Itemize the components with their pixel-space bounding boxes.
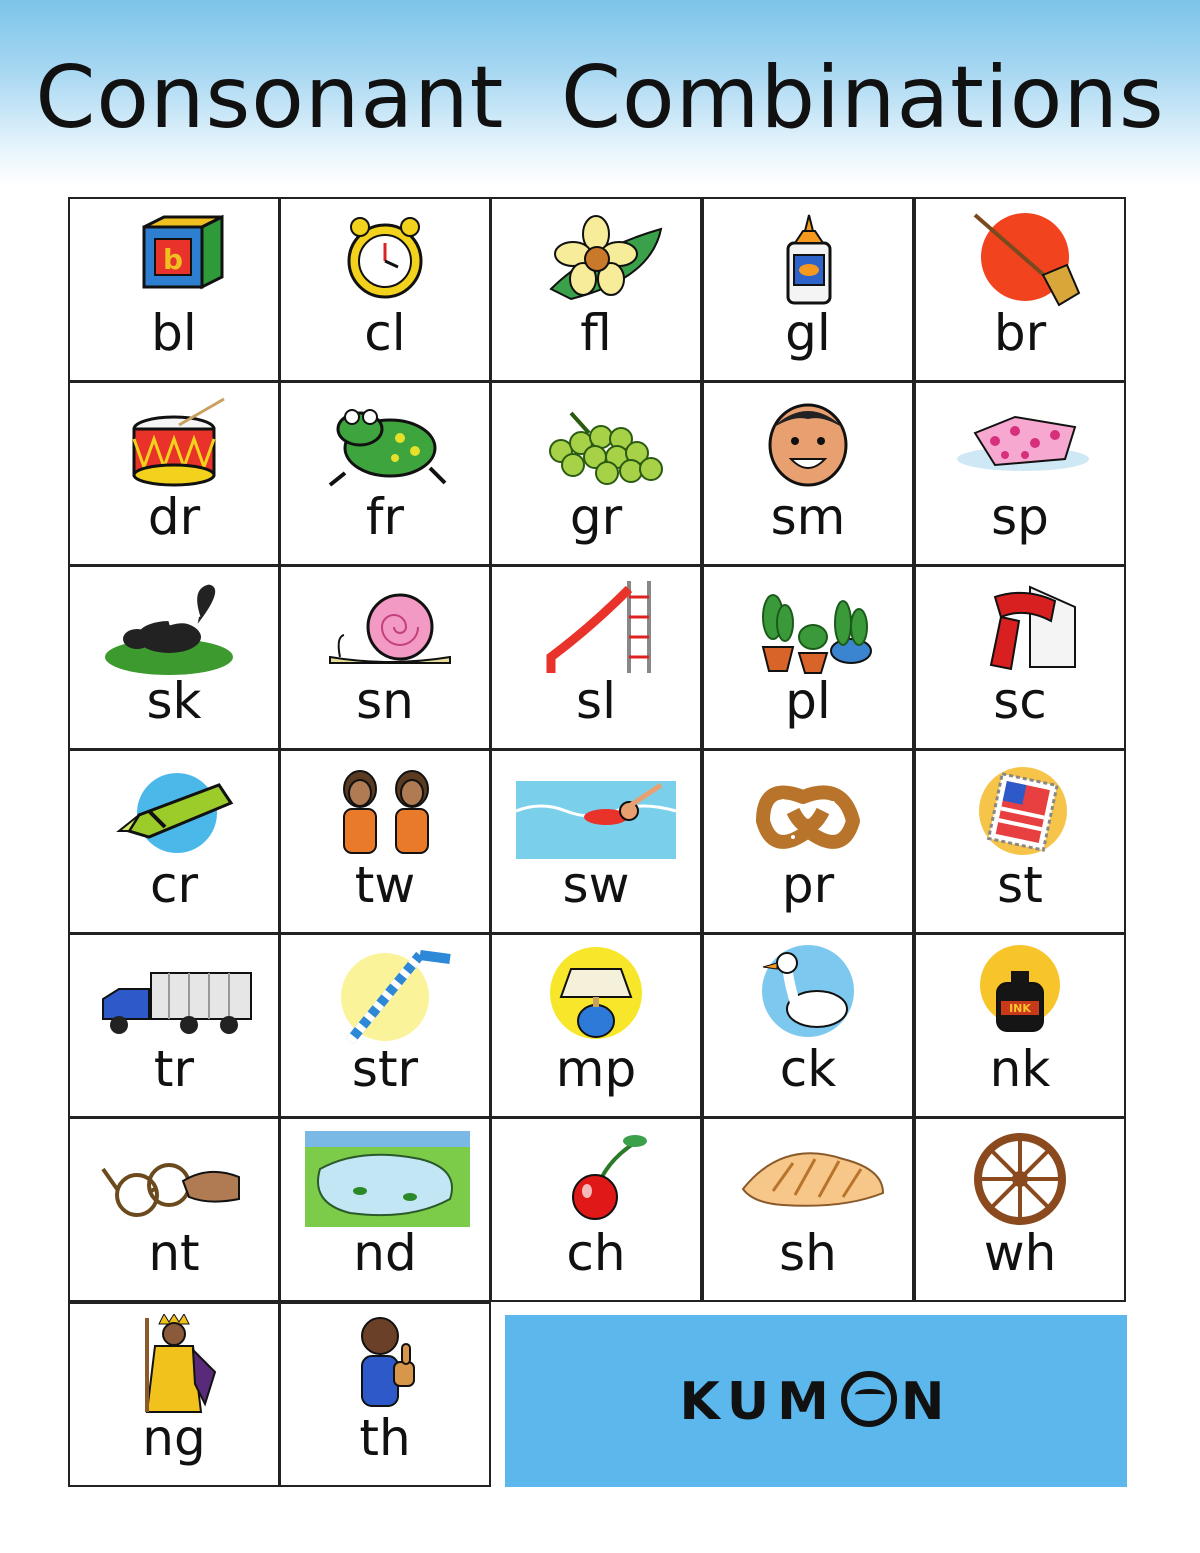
card-label: sc [993,672,1047,730]
shell-icon [723,1129,893,1229]
card-pr [702,749,914,934]
card-label: ng [142,1409,206,1467]
glue-icon [723,209,893,309]
skunk-icon [89,577,259,677]
card-dr [68,381,280,566]
card-label: dr [147,488,201,546]
scarf-icon [935,577,1105,677]
card-sm [702,381,914,566]
card-tw [279,749,491,934]
card-sh [702,1117,914,1302]
frog-icon [300,393,470,493]
card-label: bl [151,304,197,362]
card-label: fl [580,304,612,362]
sponge-icon [935,393,1105,493]
card-label: nt [148,1224,200,1282]
card-label: nk [989,1040,1051,1098]
card-label: str [351,1040,419,1098]
card-label: sh [779,1224,837,1282]
card-gr [490,381,702,566]
card-label: ch [566,1224,626,1282]
card-label: gr [569,488,623,546]
card-grid [68,197,1127,1487]
card-label: mp [555,1040,637,1098]
card-label: sp [991,488,1049,546]
ink-icon [935,945,1105,1045]
flower-icon [511,209,681,309]
card-cl [279,197,491,382]
card-th [279,1302,491,1487]
truck-icon [89,945,259,1045]
svg-text:INK: INK [1009,1002,1031,1015]
card-label: nd [353,1224,417,1282]
card-ch [490,1117,702,1302]
smile-icon [723,393,893,493]
clock-icon [300,209,470,309]
swimmer-icon [511,761,681,861]
card-sp [914,381,1126,566]
card-mp [490,933,702,1118]
card-label: st [997,856,1043,914]
straw-icon [300,945,470,1045]
card-label: sm [770,488,846,546]
crayon-icon [89,761,259,861]
lamp-icon [511,945,681,1045]
card-label: wh [983,1224,1057,1282]
card-wh [914,1117,1126,1302]
card-gl [702,197,914,382]
card-label: fr [365,488,405,546]
card-label: sk [146,672,202,730]
plants-icon [723,577,893,677]
card-label: cr [149,856,199,914]
card-label: gl [785,304,831,362]
stamp-icon [935,761,1105,861]
brand-text-end: N [900,1372,953,1432]
card-sn [279,565,491,750]
card-label: tw [354,856,416,914]
brand-text-start: KUM [679,1372,837,1432]
card-cr [68,749,280,934]
glasses-hand-icon [89,1129,259,1229]
card-label: cl [364,304,406,362]
card-nk [914,933,1126,1118]
twins-icon [300,761,470,861]
card-sl [490,565,702,750]
card-sk [68,565,280,750]
card-tr [68,933,280,1118]
brand-logo [505,1371,1127,1432]
brand-smile-o-icon [841,1371,897,1427]
card-pl [702,565,914,750]
card-br [914,197,1126,382]
card-str [279,933,491,1118]
page-title: Consonant Combinations [35,48,1165,148]
card-label: sl [576,672,616,730]
broom-icon [935,209,1105,309]
slide-icon [511,577,681,677]
grapes-icon [511,393,681,493]
card-nd [279,1117,491,1302]
card-st [914,749,1126,934]
card-label: pr [781,856,835,914]
card-fl [490,197,702,382]
card-label: pl [785,672,831,730]
card-nt [68,1117,280,1302]
pretzel-icon [723,761,893,861]
snail-icon [300,577,470,677]
card-label: th [359,1409,411,1467]
card-ck [702,933,914,1118]
thumb-icon [300,1314,470,1414]
cherry-icon [511,1129,681,1229]
brand-panel [505,1315,1127,1487]
wheel-icon [935,1129,1105,1229]
card-label: sn [356,672,414,730]
card-label: ck [779,1040,837,1098]
card-ng [68,1302,280,1487]
pond-icon [300,1129,470,1229]
duck-icon [723,945,893,1045]
card-sc [914,565,1126,750]
card-label: sw [562,856,630,914]
drum-icon [89,393,259,493]
card-bl [68,197,280,382]
card-sw [490,749,702,934]
card-label: br [993,304,1047,362]
svg-text:b: b [162,243,184,276]
block-icon [89,209,259,309]
king-icon [89,1314,259,1414]
card-label: tr [153,1040,195,1098]
card-fr [279,381,491,566]
